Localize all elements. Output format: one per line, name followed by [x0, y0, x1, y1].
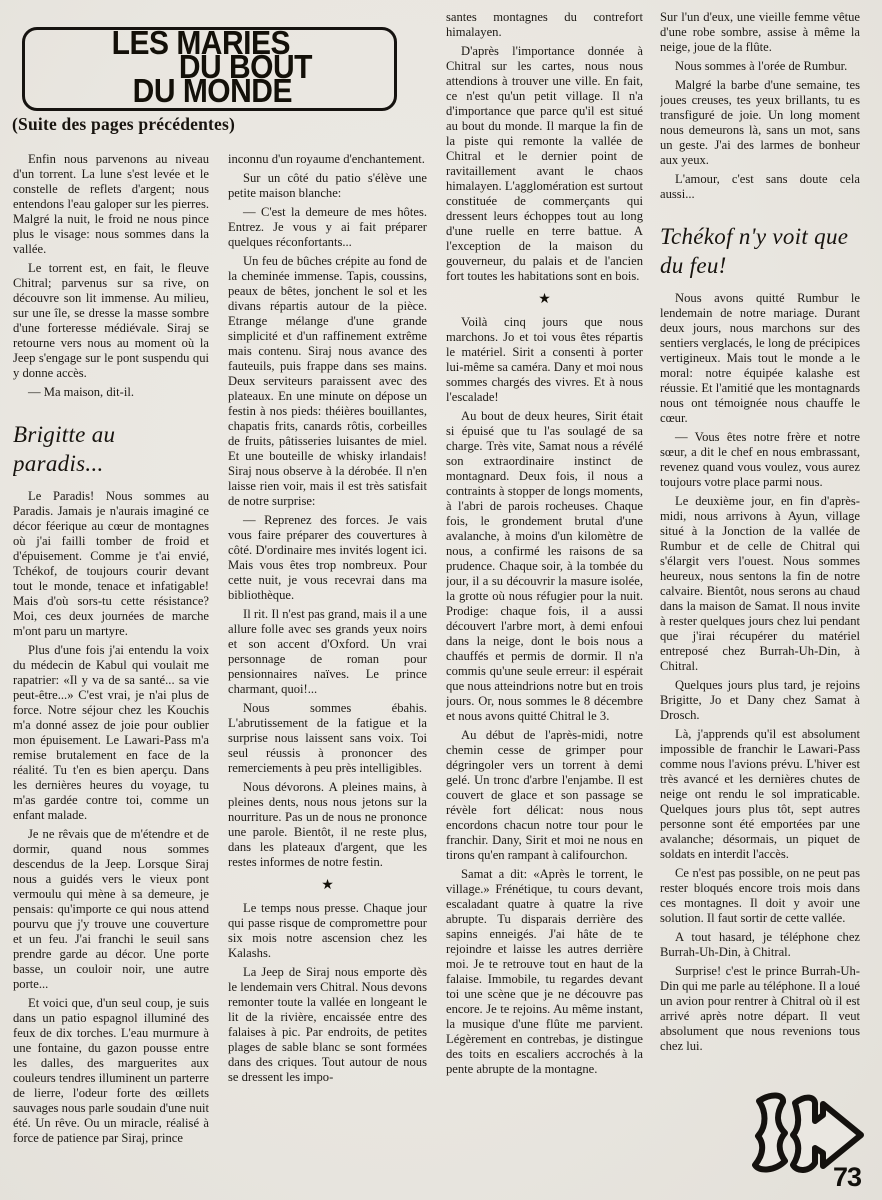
paragraph: Plus d'une fois j'ai entendu la voix du médecin de Kabul qui voulait me rapatrier: «Il y va de sa santé... sa vie peut-être...» C'est vrai, je n'ai plus de force. Notre séjour chez les Kouchis m'a donné assez de joie pour oublier mon épuisement. Le Lawari-Pass m'a remise brutalement en face de la réalité. Tu t'en es bien aperçu. Dans les dernières heures du voyage, tu m'as gardée contre toi, comme un enfant malade. [13, 643, 209, 822]
paragraph: Il rit. Il n'est pas grand, mais il a une allure folle avec ses grands yeux noirs et son accent d'Oxford. Un vrai personnage de roman pour pensionnaires naïves. Le prince charmant, quoi!... [228, 607, 427, 696]
paragraph: Enfin nous parvenons au niveau d'un torrent. La lune s'est levée et le constelle de reflets d'argent; nous entendons l'eau galoper sur les pierres. Malgré la nuit, le froid ne nous pince plus le visage: nous sommes dans la vallée. [13, 152, 209, 256]
paragraph: Nous sommes ébahis. L'abrutissement de la fatigue et la surprise nous laissent sans voix. Toi seul réussis à prononcer des remerciements à peu près intelligibles. [228, 701, 427, 775]
article-title-line-3: DU MONDE [132, 73, 292, 110]
paragraph: Et voici que, d'un seul coup, je suis dans un patio espagnol illuminé des feux de dix torches. L'eau murmure à une fontaine, du gazon pousse entre les dalles, des marguerites aux couleurs tendres illuminent un parterre de lierre, l'odeur forte des œillets sauvages nous parle soudain d'une nuit été. Un rêve. Ou un miracle, réalisé à force de patience par Siraj, prince [13, 996, 209, 1145]
paragraph: Nous sommes à l'orée de Rumbur. [675, 59, 848, 73]
paragraph: — Reprenez des forces. Je vais vous faire préparer des couvertures à côté. D'ordinaire mes invités logent ici. Mais vous êtes trop nombreux. Pour cette nuit, je vous recevrai dans ma bibliothèque. [228, 513, 427, 602]
section-heading: Tchékof n'y voit que du feu! [660, 224, 849, 278]
paragraph: Voilà cinq jours que nous marchons. Jo et toi vous êtes répartis le matériel. Sirit a consenti à porter lui-même sa caméra. Dany et moi nous sommes chargés des vivres. Et à nous l'escalade! [446, 315, 643, 404]
page-number: 73 [833, 1162, 862, 1192]
continuation-note: (Suite des pages précédentes) [12, 114, 236, 134]
paragraph: — C'est la demeure de mes hôtes. Entrez. Je vous y ai fait préparer quelques réconfortants... [228, 205, 427, 249]
paragraph: A tout hasard, je téléphone chez Burrah-Uh-Din, à Chitral. [660, 930, 860, 959]
article-title-line-1: LES MARIES [111, 25, 290, 62]
paragraph: Nous dévorons. A pleines mains, à pleines dents, nous nous jetons sur la nourriture. Pas un de nous ne prononce une parole. Bientôt, il ne reste plus, dans les plateaux d'argent, que les restes informes de notre festin. [228, 780, 427, 869]
paragraph: Ce n'est pas possible, on ne peut pas rester bloqués encore trois mois dans ces montagnes. Il doit y avoir une solution. Il faut sortir de cette vallée. [660, 866, 860, 925]
text-column-2 [228, 152, 427, 1148]
star-separator-icon: ★ [321, 878, 334, 893]
paragraph: Malgré la barbe d'une semaine, tes joues creuses, tes yeux brillants, tu es transfiguré de joie. Un long moment nous demeurons là, sans un mot, sans un geste. J'ai des larmes de bonheur aux yeux. [660, 78, 860, 167]
paragraph: santes montagnes du contrefort himalayen. [446, 10, 643, 39]
text-column-4 [660, 10, 860, 1150]
paragraph: Le torrent est, en fait, le fleuve Chitral; parvenus sur sa rive, on découvre son lit immense. Au milieu, sur une île, se dresse la masse sombre d'une forteresse médiévale. Siraj se retourne vers nous au moment où la Jeep s'engage sur le pont suspendu qui y donne accès. [13, 261, 209, 380]
text-column-1 [13, 152, 209, 1148]
paragraph: Sur un côté du patio s'élève une petite maison blanche: [228, 171, 427, 200]
paragraph: inconnu d'un royaume d'enchantement. [228, 152, 425, 166]
paragraph: Le temps nous presse. Chaque jour qui passe risque de compromettre pour six mois notre ascension chez les Kalashs. [228, 901, 427, 960]
paragraph: L'amour, c'est sans doute cela aussi... [660, 172, 860, 201]
paragraph: Quelques jours plus tard, je rejoins Brigitte, Jo et Dany chez Samat à Drosch. [660, 678, 860, 722]
paragraph: Samat a dit: «Après le torrent, le village.» Frénétique, tu cours devant, escaladant quatre à quatre la rive abrupte. Tu disparais derrière des sapins enneigés. J'ai hâte de te rejoindre et laisse les autres derrière moi. Je te retrouve tout en haut de la falaise. Immobile, tu regardes devant toi une scène que je ne découvre pas encore. Je te rejoins. Au même instant, la musique d'une flûte me parvient. Légèrement en contrebas, je distingue des toits en escaliers accrochés à la pente abrupte de la montagne. [446, 867, 643, 1076]
section-heading: Brigitte au paradis... [13, 422, 116, 476]
text-column-3 [446, 10, 643, 1150]
paragraph: — Vous êtes notre frère et notre sœur, a dit le chef en nous embrassant, revenez quand vous voulez, vous aurez toujours votre place parmi nous. [660, 430, 860, 489]
paragraph: Nous avons quitté Rumbur le lendemain de notre mariage. Durant deux jours, nous marchons sur des sentiers verglacés, le long de précipices vertigineux. Mais tout le monde a le moral: notre équipée kalashe est réussie. Et l'amitié que les montagnards nous ont témoignée nous chauffe le cœur. [660, 291, 860, 425]
star-separator-icon: ★ [538, 292, 551, 307]
paragraph: Le Paradis! Nous sommes au Paradis. Jamais je n'aurais imaginé ce décor féerique au cœur de montagnes où j'ai failli tomber de froid et d'épuisement. Comme je t'ai envié, Tchékof, de toujours courir devant tout le monde, tenace et infatigable! Mais d'où sors-tu cette résistance? Moi, ces deux journées de marche m'ont paru un martyre. [13, 489, 209, 638]
paragraph: — Ma maison, dit-il. [28, 385, 134, 399]
paragraph: Un feu de bûches crépite au fond de la cheminée immense. Tapis, coussins, peaux de bêtes, jonchent le sol et les divans répartis autour de la pièce. Etrange mélange d'une grande simplicité et d'un raffinement extrême mais contenu. Siraj nous avance des fauteuils, puis frappe dans ses mains. Deux serviteurs paraissent avec des plateaux. En une minute on dépose un festin à nos pieds: théières bouillantes, chapatis frits, canards rôtis, corbeilles de fruits, pâtisseries luisantes de miel. Et une bouteille de whisky irlandais! Siraj nous observe à la dérobée. Il n'en laisse rien voir, mais il est très satisfait de notre surprise: [228, 254, 427, 508]
paragraph: Au bout de deux heures, Sirit était si épuisé que tu l'as soulagé de sa charge. Très vite, Samat nous a révélé son extraordinaire instinct de montagnard. Deux fois, il nous a contraints à stopper de longs moments, à l'abri de parois rocheuses. Chaque fois, le grondement brutal d'une avalanche, à moins d'un kilomètre de nous, a confirmé les raisons de sa prudence. Chaque soir, à la tombée du jour, il a su découvrir la masure isolée, la grotte où nous réfugier pour la nuit. Prodige: chaque fois, il a aussi découvert l'arbre mort, à demi enfoui dans la neige, dont le bois nous a chauffés et permis de dormir. Il n'a commis qu'une seule erreur: il espérait que nous atteindrions notre but en trois jours. Or, nous sommes le 8 décembre et nous avons quitté Chitral le 3. [446, 409, 643, 723]
paragraph: Je ne rêvais que de m'étendre et de dormir, quand nous sommes descendus de la Jeep. Lorsque Siraj nous a guidés vers le vieux pont vermoulu qui mène à sa demeure, je pensais: qu'importe ce qui nous attend pourvu que j'y trouve une couverture et un feu. J'ai franchi le seuil sans prendre garde au décor. Une porte basse, un couloir noir, une autre porte... [13, 827, 209, 991]
paragraph: Sur l'un d'eux, une vieille femme vêtue d'une robe sombre, assise à même la neige, joue de la flûte. [660, 10, 860, 54]
paragraph: La Jeep de Siraj nous emporte dès le lendemain vers Chitral. Nous devons remonter toute la vallée en longeant le lit de la rivière, encaissée entre des falaises à pic. Par endroits, de petites plages de sable blanc se sont formées dans des criques. Tout autour de nous se dressent les impo- [228, 965, 427, 1084]
article-title-box [22, 27, 397, 111]
paragraph: Surprise! c'est le prince Burrah-Uh-Din qui me parle au téléphone. Il a loué un avion pour rentrer à Chitral où il est arrivé après notre départ. Il veut absolument que nous revenions tous chez lui. [660, 964, 860, 1053]
article-title-line-2: DU BOUT [178, 49, 312, 86]
paragraph: Au début de l'après-midi, notre chemin cesse de grimper pour dégringoler vers un torrent à demi gelé. Un tronc d'arbre l'enjambe. Il est couvert de glace et son passage se révèle fort délicat: nous nous encordons chacun notre tour pour le franchir. Dany, Sirit et moi ne nous en tirons qu'en rampant à califourchon. [446, 728, 643, 862]
paragraph: D'après l'importance donnée à Chitral sur les cartes, nous nous attendions à trouver une ville. En fait, ce n'est qu'un petit village. Il n'a d'importance que parce qu'il est situé au bout du monde. Il marque la fin de la piste qui remonte la vallée de Chitral et le dernier point de ravitaillement avant le chaos himalayen. L'agglomération est surtout constituée de commerçants qui dressent leurs échoppes tout au long d'une ruelle en terre battue. A l'exception de la maison du gouverneur, du palais et de l'ancien fort toutes les habitations sont en bois. [446, 44, 643, 283]
paragraph: Là, j'apprends qu'il est absolument impossible de franchir le Lawari-Pass comme nous l'avions prévu. L'hiver est très avancé et les dernières chutes de neige ont rendu le sol impraticable. Quelques jours plus tôt, sept autres personne sont été emportées par une avalanche; désormais, un piquet de soldats en interdit l'accès. [660, 727, 860, 861]
paragraph: Le deuxième jour, en fin d'après-midi, nous arrivons à Ayun, village situé à la Jonction de la vallée de Rumbur et de celle de Chitral qui s'élargit vers l'ouest. Nous sommes heureux, nous sentons la fin de notre calvaire. Bientôt, nous serons au chaud dans la maison de Samat. Il nous invite à rester quelques jours chez lui pendant que j'irai récupérer du matériel entreposé chez Burrah-Uh-Din, à Chitral. [660, 494, 860, 673]
